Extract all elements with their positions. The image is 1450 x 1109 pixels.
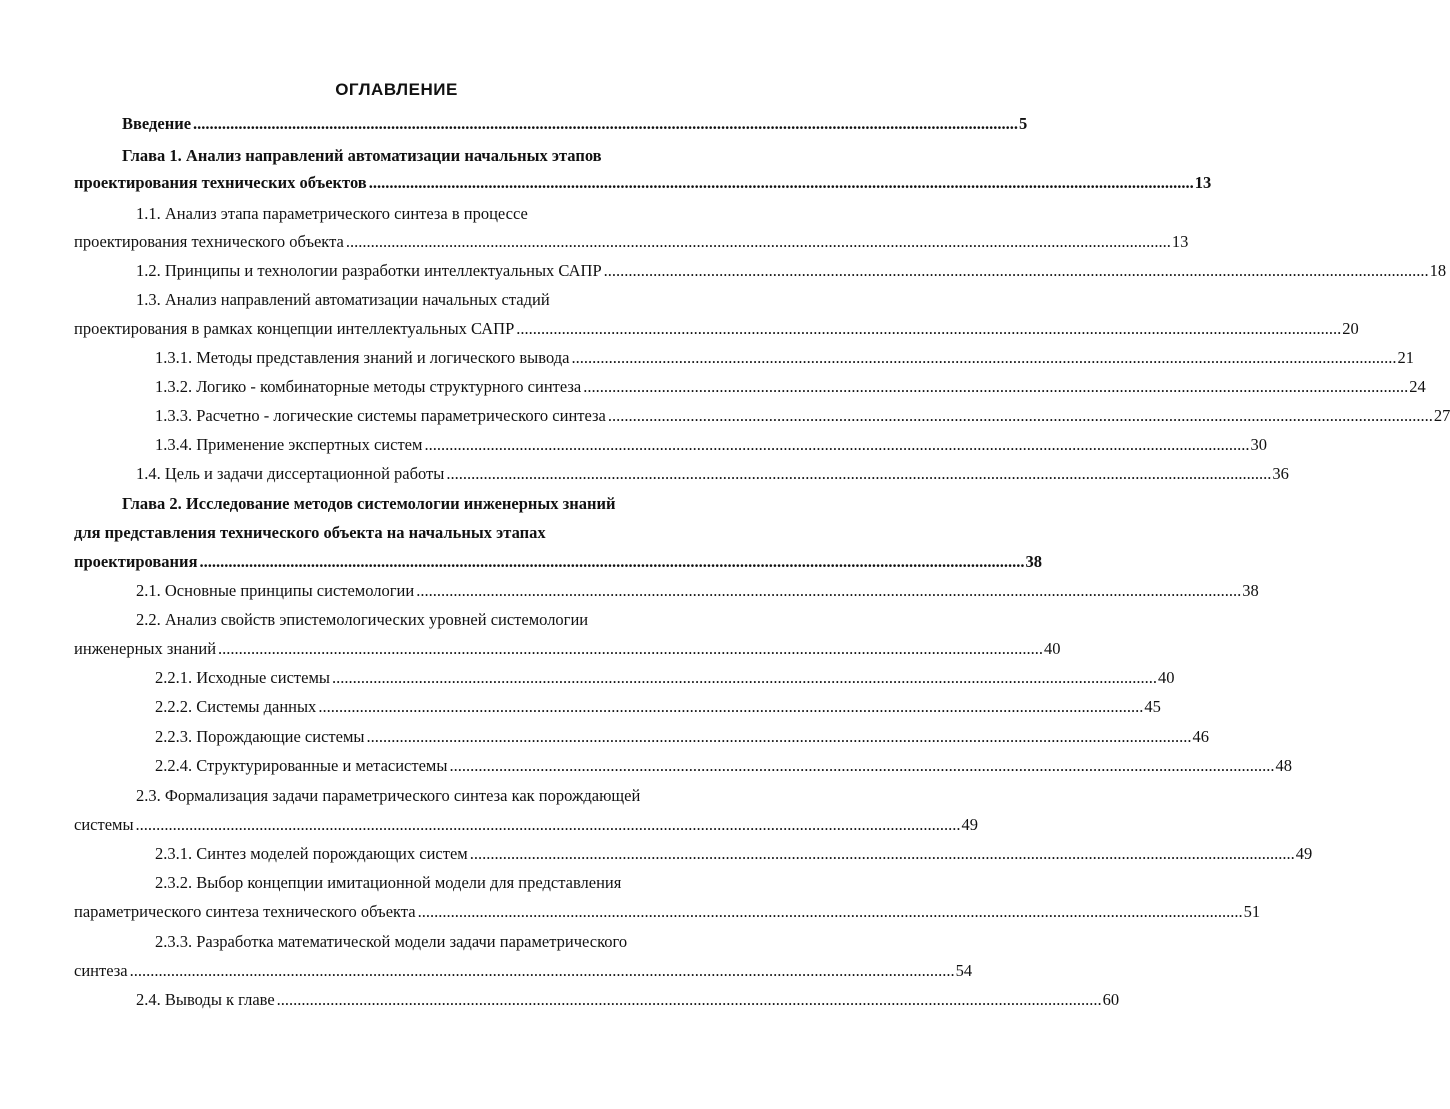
dot-leader: ........................................................................................................................................................................................................ [571,348,1397,367]
dot-leader: ........................................................................................................................................................................................................ [417,902,1243,921]
toc-entry-1-3-1: 1.3.1. Методы представления знаний и логического вывода ........................................................................................................................................................................................................ 21 [155,348,1414,367]
dot-leader: ........................................................................................................................................................................................................ [469,844,1295,863]
page-title: ОГЛАВЛЕНИЕ [335,80,458,99]
dot-leader: ........................................................................................................................................................................................................ [366,727,1192,746]
toc-entry-ch2: проектирования ........................................................................................................................................................................................................ 38 [74,552,1042,571]
toc-entry-1-1-line1: 1.1. Анализ этапа параметрического синтеза в процессе [136,204,528,223]
dot-leader: ........................................................................................................................................................................................................ [583,377,1409,396]
toc-entry-2-2: инженерных знаний ........................................................................................................................................................................................................ 40 [74,639,1061,658]
toc-entry-ch2-line2: для представления технического объекта на начальных этапах [74,523,546,542]
dot-leader: ........................................................................................................................................................................................................ [516,319,1342,338]
toc-entry-1-3: проектирования в рамках концепции интеллектуальных САПР ........................................................................................................................................................................................................ 20 [74,319,1359,338]
toc-entry-1-3-4: 1.3.4. Применение экспертных систем ........................................................................................................................................................................................................ 30 [155,435,1267,454]
dot-leader: ........................................................................................................................................................................................................ [603,261,1429,280]
toc-entry-2-1: 2.1. Основные принципы системологии ........................................................................................................................................................................................................ 38 [136,581,1259,600]
dot-leader: ........................................................................................................................................................................................................ [199,552,1025,571]
toc-entry-2-2-3: 2.2.3. Порождающие системы ........................................................................................................................................................................................................ 46 [155,727,1209,746]
dot-leader: ........................................................................................................................................................................................................ [318,697,1144,716]
dot-leader: ........................................................................................................................................................................................................ [416,581,1242,600]
dot-leader: ........................................................................................................................................................................................................ [193,114,1019,133]
dot-leader: ........................................................................................................................................................................................................ [129,961,955,980]
toc-entry-ch1: проектирования технических объектов ........................................................................................................................................................................................................ 13 [74,173,1212,192]
dot-leader: ........................................................................................................................................................................................................ [424,435,1250,454]
toc-entry-2-3-2-line1: 2.3.2. Выбор концепции имитационной модели для представления [155,873,622,892]
dot-leader: ........................................................................................................................................................................................................ [449,756,1275,775]
toc-entry-1-3-2: 1.3.2. Логико - комбинаторные методы структурного синтеза ........................................................................................................................................................................................................ 24 [155,377,1426,396]
dot-leader: ........................................................................................................................................................................................................ [368,173,1194,192]
toc-entry-intro: Введение ........................................................................................................................................................................................................ 5 [122,114,1028,133]
toc-entry-2-3: системы ........................................................................................................................................................................................................ 49 [74,815,979,834]
toc-entry-ch1-line1: Глава 1. Анализ направлений автоматизации начальных этапов [122,146,602,165]
toc-entry-2-2-1: 2.2.1. Исходные системы ........................................................................................................................................................................................................ 40 [155,668,1175,687]
toc-entry-2-3-2: параметрического синтеза технического объекта ........................................................................................................................................................................................................ 51 [74,902,1261,921]
dot-leader: ........................................................................................................................................................................................................ [276,990,1102,1009]
toc-entry-1-3-3: 1.3.3. Расчетно - логические системы параметрического синтеза ........................................................................................................................................................................................................ 27 [155,406,1450,425]
toc-entry-ch2-line1: Глава 2. Исследование методов системологии инженерных знаний [122,494,616,513]
toc-entry-2-2-2: 2.2.2. Системы данных ........................................................................................................................................................................................................ 45 [155,697,1161,716]
toc-entry-1-3-line1: 1.3. Анализ направлений автоматизации начальных стадий [136,290,550,309]
toc-entry-1-4: 1.4. Цель и задачи диссертационной работы ........................................................................................................................................................................................................ 36 [136,464,1289,483]
toc-entry-2-3-line1: 2.3. Формализация задачи параметрического синтеза как порождающей [136,786,641,805]
dot-leader: ........................................................................................................................................................................................................ [331,668,1157,687]
toc-entry-2-3-3: синтеза ........................................................................................................................................................................................................ 54 [74,961,973,980]
dot-leader: ........................................................................................................................................................................................................ [607,406,1433,425]
toc-entry-1-2: 1.2. Принципы и технологии разработки интеллектуальных САПР ........................................................................................................................................................................................................ 18 [136,261,1447,280]
dot-leader: ........................................................................................................................................................................................................ [345,232,1171,251]
toc-entry-2-2-line1: 2.2. Анализ свойств эпистемологических уровней системологии [136,610,589,629]
dot-leader: ........................................................................................................................................................................................................ [218,639,1044,658]
toc-entry-2-4: 2.4. Выводы к главе ........................................................................................................................................................................................................ 60 [136,990,1120,1009]
toc-entry-2-3-3-line1: 2.3.3. Разработка математической модели задачи параметрического [155,932,628,951]
dot-leader: ........................................................................................................................................................................................................ [446,464,1272,483]
toc-entry-2-3-1: 2.3.1. Синтез моделей порождающих систем ........................................................................................................................................................................................................ 49 [155,844,1313,863]
dot-leader: ........................................................................................................................................................................................................ [135,815,961,834]
toc-entry-2-2-4: 2.2.4. Структурированные и метасистемы ........................................................................................................................................................................................................ 48 [155,756,1292,775]
toc-entry-1-1: проектирования технического объекта ........................................................................................................................................................................................................ 13 [74,232,1189,251]
